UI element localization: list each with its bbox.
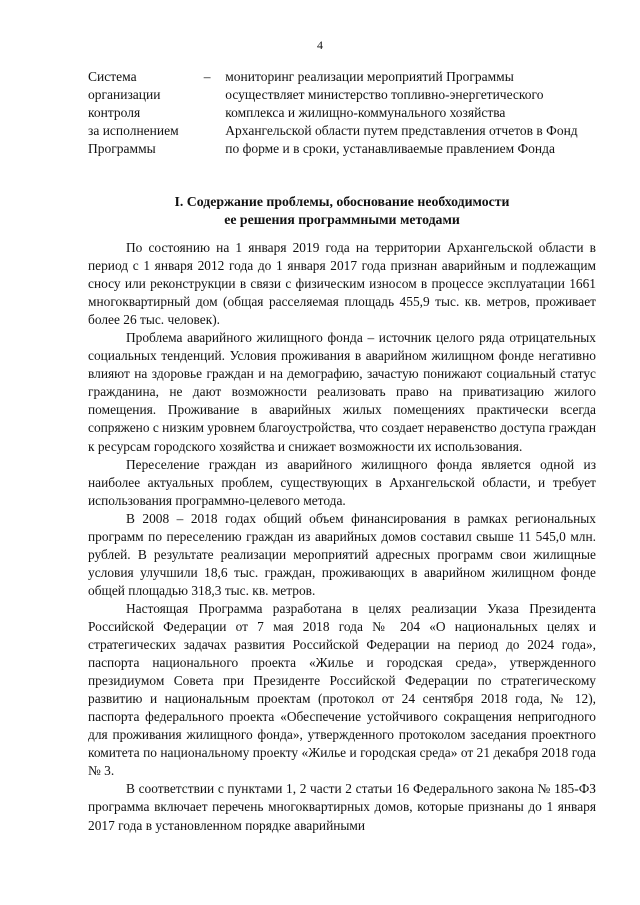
page-number: 4 (317, 38, 323, 52)
passport-label: Система организации контроля за исполнением Программы (88, 69, 179, 156)
section-title-line-1: I. Содержание проблемы, обоснование необходимости (174, 194, 510, 209)
paragraph: В 2008 – 2018 годах общий объем финансирования в рамках региональных программ по переселению граждан из аварийных домов составил свыше 11 545,0 млн. рублей. В результате реализации мероприятий адресных программ свои жилищные условия улучшили 18,6 тыс. граждан, проживающих в аварийном жилищном фонде общей площадью 318,3 тыс. кв. метров. (88, 510, 596, 598)
paragraph: Проблема аварийного жилищного фонда – источник целого ряда отрицательных социальных тенденций. Условия проживания в аварийном жилищном фонде негативно влияют на здоровье граждан и на демографию, зачастую понижают социальный статус гражданина, не дают возможности реализовать право на приватизацию жилого помещения. Проживание в аварийных жилых помещениях практически всегда сопряжено с низким уровнем благоустройства, что создает неравенство доступа граждан к ресурсам городского хозяйства и снижает возможности их использования. (88, 330, 596, 454)
paragraph: Настоящая Программа разработана в целях реализации Указа Президента Российской Федерации от 7 мая 2018 года № 204 «О национальных целях и стратегических задачах развития Российской Федерации на период до 2024 года», паспорта национального проекта «Жилье и городская среда», утвержденного президиумом Совета при Президенте Российской Федерации по стратегическому развитию и национальным проектам (протокол от 24 сентября 2018 года, № 12), паспорта федерального проекта «Обеспечение устойчивого сокращения непригодного для проживания жилищного фонда», утвержденного протоколом заседания проектного комитета по национальному проекту «Жилье и городская среда» от 21 декабря 2018 года № 3. (88, 600, 596, 779)
passport-dash: – (203, 69, 211, 84)
passport-value: мониторинг реализации мероприятий Программы осуществляет министерство топливно-энергетического комплекса и жилищно-коммунального хозяйства Архангельской области путем представления отчетов в Фонд по форме и в сроки, устанавливаемые правлением Фонда (225, 69, 578, 156)
section-title (88, 193, 596, 229)
paragraph: Переселение граждан из аварийного жилищного фонда является одной из наиболее актуальных проблем, существующих в Архангельской области, и требует использования программно-целевого метода. (88, 456, 596, 508)
body-text (88, 239, 596, 835)
passport-row (88, 68, 588, 158)
paragraph: В соответствии с пунктами 1, 2 части 2 статьи 16 Федерального закона № 185-ФЗ программа включает перечень многоквартирных домов, которые признаны до 1 января 2017 года в установленном порядке аварийными (88, 781, 596, 833)
section-title-line-2: ее решения программными методами (224, 212, 460, 227)
paragraph: По состоянию на 1 января 2019 года на территории Архангельской области в период с 1 января 2012 года до 1 января 2017 года признан аварийным и подлежащим сносу или реконструкции в связи с физическим износом в процессе эксплуатации 1661 многоквартирный дом (общая расселяемая площадь 455,9 тыс. кв. метров, проживает более 26 тыс. человек). (88, 240, 596, 328)
